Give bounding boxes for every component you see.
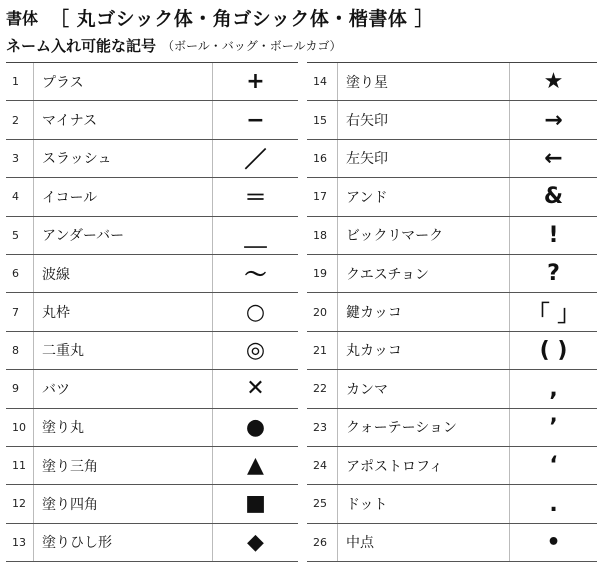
symbol-name: ドット bbox=[337, 485, 509, 522]
symbol-name: 丸カッコ bbox=[337, 332, 509, 369]
symbol-glyph: ■ bbox=[212, 485, 298, 522]
table-row bbox=[6, 217, 298, 255]
symbol-name: アポストロフィ bbox=[337, 447, 509, 484]
table-row bbox=[307, 217, 597, 255]
symbol-name: 塗り丸 bbox=[33, 409, 212, 446]
symbol-name: クォーテーション bbox=[337, 409, 509, 446]
symbol-glyph: ＝ bbox=[212, 178, 298, 215]
row-number: 9 bbox=[12, 382, 19, 396]
row-number: 3 bbox=[12, 151, 19, 165]
symbol-glyph: ○ bbox=[212, 293, 298, 330]
table-row bbox=[6, 524, 298, 562]
symbol-glyph: 〜 bbox=[212, 255, 298, 292]
symbol-glyph: ( ) bbox=[509, 332, 597, 369]
table-row bbox=[307, 447, 597, 485]
table-row bbox=[307, 485, 597, 523]
symbol-glyph: ▲ bbox=[212, 447, 298, 484]
font-list: ［ 丸ゴシック体・角ゴシック体・楷書体 ］ bbox=[50, 7, 434, 30]
symbol-glyph: ＿ bbox=[212, 217, 298, 254]
symbol-name: アンダーバー bbox=[33, 217, 212, 254]
table-row bbox=[6, 63, 298, 101]
symbol-name: マイナス bbox=[33, 101, 212, 138]
table-row bbox=[6, 101, 298, 139]
row-number: 24 bbox=[313, 459, 327, 473]
symbol-name: 二重丸 bbox=[33, 332, 212, 369]
row-number: 21 bbox=[313, 343, 327, 357]
title-line bbox=[6, 32, 596, 58]
row-number: 4 bbox=[12, 190, 19, 204]
symbol-name: 塗り星 bbox=[337, 63, 509, 100]
row-number: 5 bbox=[12, 228, 19, 242]
row-number: 14 bbox=[313, 75, 327, 89]
row-number: 15 bbox=[313, 113, 327, 127]
symbol-glyph: ? bbox=[509, 255, 597, 292]
symbol-glyph: ★ bbox=[509, 63, 597, 100]
symbol-glyph: . bbox=[509, 485, 597, 522]
row-number: 13 bbox=[12, 535, 26, 549]
symbol-glyph: • bbox=[509, 524, 597, 561]
page-title: ネーム入れ可能な記号 bbox=[6, 36, 157, 55]
symbol-name: 塗り三角 bbox=[33, 447, 212, 484]
symbol-table-right bbox=[307, 62, 597, 562]
row-number: 10 bbox=[12, 420, 26, 434]
symbol-glyph: − bbox=[212, 101, 298, 138]
symbol-glyph: ! bbox=[509, 217, 597, 254]
symbol-name: カンマ bbox=[337, 370, 509, 407]
row-number: 25 bbox=[313, 497, 327, 511]
symbol-name: 左矢印 bbox=[337, 140, 509, 177]
table-row bbox=[307, 332, 597, 370]
row-number: 7 bbox=[12, 305, 19, 319]
symbol-glyph: ‘ bbox=[509, 447, 597, 484]
table-row bbox=[6, 255, 298, 293]
symbol-name: 塗りひし形 bbox=[33, 524, 212, 561]
symbol-name: イコール bbox=[33, 178, 212, 215]
table-row bbox=[307, 255, 597, 293]
row-number: 22 bbox=[313, 382, 327, 396]
row-number: 2 bbox=[12, 113, 19, 127]
row-number: 12 bbox=[12, 497, 26, 511]
table-row bbox=[6, 178, 298, 216]
header bbox=[6, 2, 596, 58]
row-number: 19 bbox=[313, 267, 327, 281]
symbol-name: 右矢印 bbox=[337, 101, 509, 138]
row-number: 8 bbox=[12, 343, 19, 357]
row-number: 26 bbox=[313, 535, 327, 549]
symbol-name: 波線 bbox=[33, 255, 212, 292]
symbol-name: アンド bbox=[337, 178, 509, 215]
symbol-glyph: ← bbox=[509, 140, 597, 177]
table-row bbox=[307, 140, 597, 178]
symbol-name: スラッシュ bbox=[33, 140, 212, 177]
symbol-glyph: ’ bbox=[509, 409, 597, 446]
table-row bbox=[307, 101, 597, 139]
row-number: 20 bbox=[313, 305, 327, 319]
row-number: 6 bbox=[12, 267, 19, 281]
table-row bbox=[6, 485, 298, 523]
title-note: （ボール・バッグ・ボールカゴ） bbox=[162, 38, 342, 53]
table-row bbox=[6, 140, 298, 178]
table-row bbox=[307, 178, 597, 216]
symbol-glyph: + bbox=[212, 63, 298, 100]
table-row bbox=[307, 293, 597, 331]
table-row bbox=[6, 332, 298, 370]
symbol-glyph: ◆ bbox=[212, 524, 298, 561]
table-row bbox=[6, 447, 298, 485]
symbol-name: 塗り四角 bbox=[33, 485, 212, 522]
symbol-table-left bbox=[6, 62, 298, 562]
row-number: 18 bbox=[313, 228, 327, 242]
row-number: 17 bbox=[313, 190, 327, 204]
table-row bbox=[6, 293, 298, 331]
row-number: 1 bbox=[12, 75, 19, 89]
symbol-glyph: , bbox=[509, 370, 597, 407]
symbol-glyph: → bbox=[509, 101, 597, 138]
symbol-glyph: 「 」 bbox=[509, 293, 597, 330]
symbol-name: 鍵カッコ bbox=[337, 293, 509, 330]
symbol-glyph: ／ bbox=[212, 140, 298, 177]
symbol-name: 丸枠 bbox=[33, 293, 212, 330]
font-line bbox=[6, 2, 596, 32]
table-row bbox=[307, 63, 597, 101]
symbol-glyph: ● bbox=[212, 409, 298, 446]
row-number: 16 bbox=[313, 151, 327, 165]
symbol-glyph: ◎ bbox=[212, 332, 298, 369]
row-number: 11 bbox=[12, 459, 26, 473]
table-row bbox=[6, 370, 298, 408]
font-label: 書体 bbox=[6, 8, 39, 28]
row-number: 23 bbox=[313, 420, 327, 434]
symbol-name: バツ bbox=[33, 370, 212, 407]
table-row bbox=[307, 409, 597, 447]
symbol-name: 中点 bbox=[337, 524, 509, 561]
table-row bbox=[307, 524, 597, 562]
symbol-name: クエスチョン bbox=[337, 255, 509, 292]
symbol-glyph: & bbox=[509, 178, 597, 215]
symbol-name: ビックリマーク bbox=[337, 217, 509, 254]
symbol-name: プラス bbox=[33, 63, 212, 100]
table-row bbox=[307, 370, 597, 408]
symbol-glyph: ✕ bbox=[212, 370, 298, 407]
table-row bbox=[6, 409, 298, 447]
